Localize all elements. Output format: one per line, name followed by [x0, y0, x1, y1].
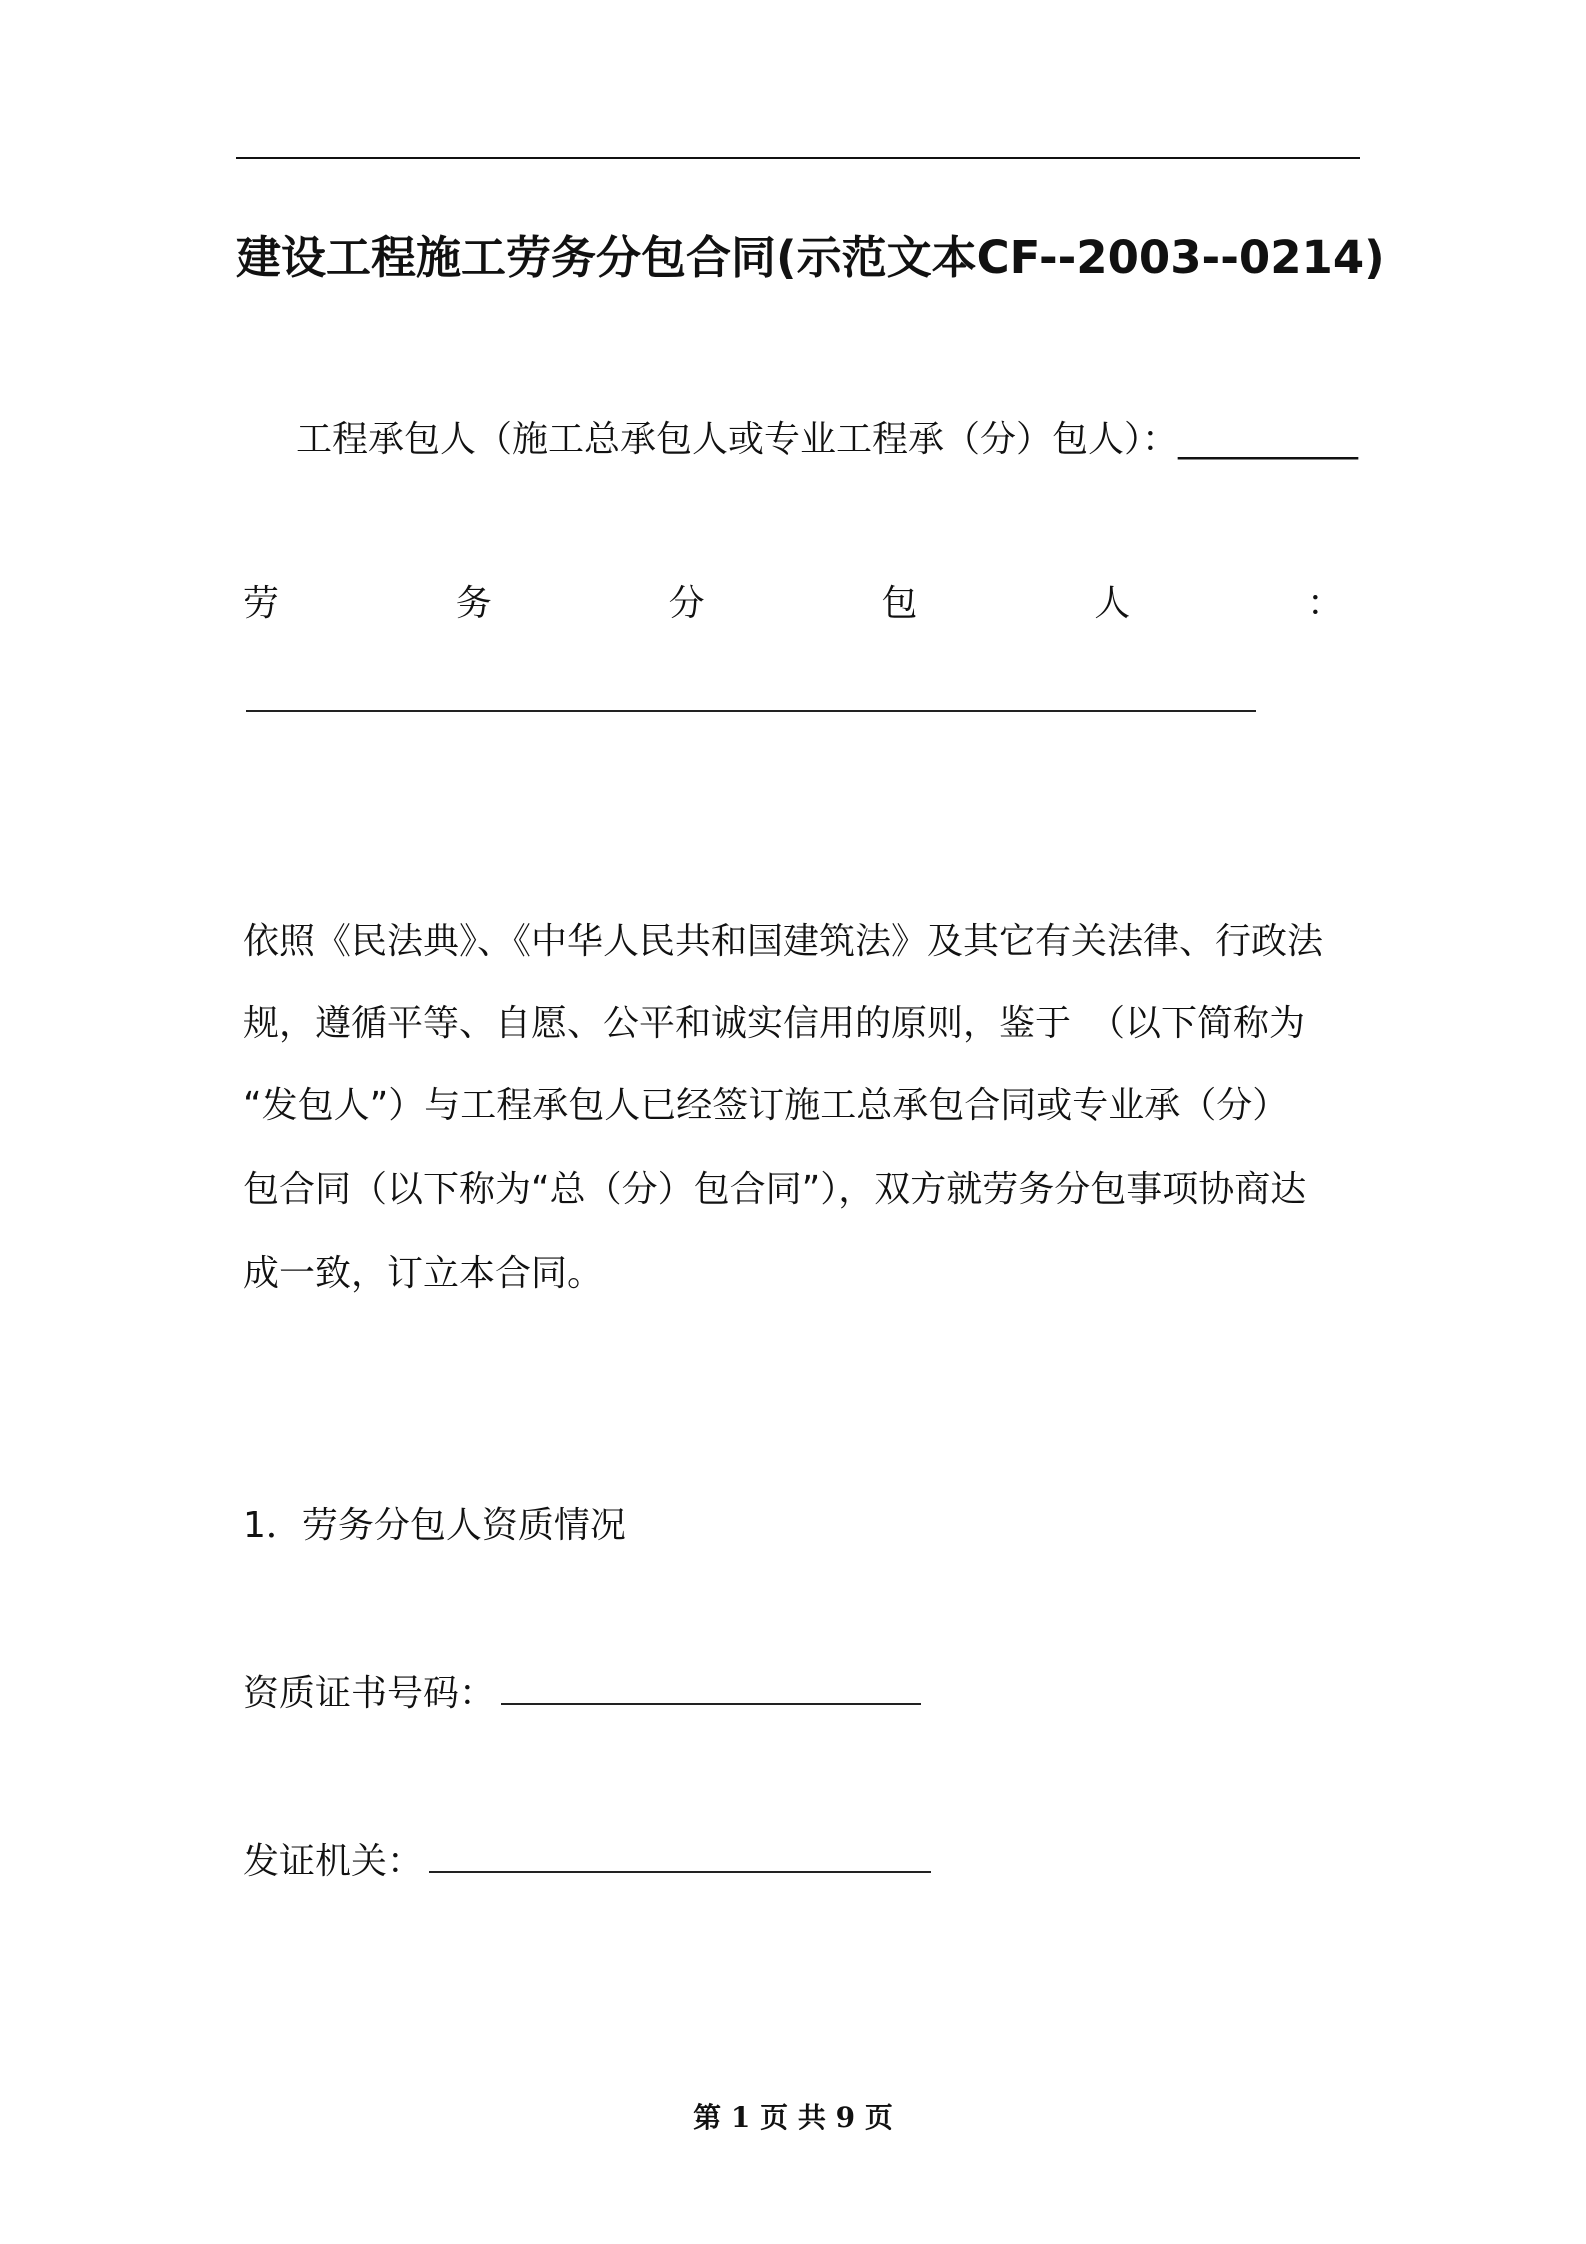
subcontractor-blank-line: [246, 710, 1256, 712]
body-line: “发包人”）与工程承包人已经签订施工总承包合同或专业承（分）: [243, 1085, 1289, 1126]
body-line: 依照《民法典》、《中华人民共和国建筑法》及其它有关法律、行政法: [243, 921, 1324, 962]
document-title: 建设工程施工劳务分包合同(示范文本CF--2003--0214): [236, 231, 1385, 284]
subcontractor-char: 分: [668, 583, 705, 624]
body-line: 成一致，订立本合同。: [243, 1253, 604, 1294]
contractor-line: [296, 416, 1358, 464]
subcontractor-char: ：: [1306, 583, 1343, 624]
cert-number-blank: [501, 1673, 921, 1705]
subcontractor-char: 劳: [243, 583, 280, 624]
body-line: 包合同（以下称为“总（分）包合同”），双方就劳务分包事项协商达: [243, 1169, 1307, 1210]
contractor-label: 工程承包人（施工总承包人或专业工程承（分）包人）：: [296, 419, 1179, 460]
subcontractor-char: 包: [881, 583, 918, 624]
contractor-blank: __________: [1178, 419, 1359, 460]
cert-number-label: 资质证书号码：: [243, 1673, 496, 1714]
subcontractor-char: 务: [455, 583, 492, 624]
header-rule: [236, 157, 1360, 159]
body-line: 规，遵循平等、自愿、公平和诚实信用的原则，鉴于 （以下简称为: [243, 1003, 1306, 1044]
subcontractor-char: 人: [1094, 583, 1131, 624]
issuing-authority-label: 发证机关：: [243, 1841, 424, 1882]
issuing-authority-line: [243, 1838, 931, 1886]
section-heading: 1．劳务分包人资质情况: [243, 1505, 626, 1546]
issuing-authority-blank: [429, 1841, 931, 1873]
page-indicator: 第 1 页 共 9 页: [693, 2101, 893, 2134]
cert-number-line: [243, 1670, 921, 1718]
subcontractor-line: [243, 580, 1343, 628]
